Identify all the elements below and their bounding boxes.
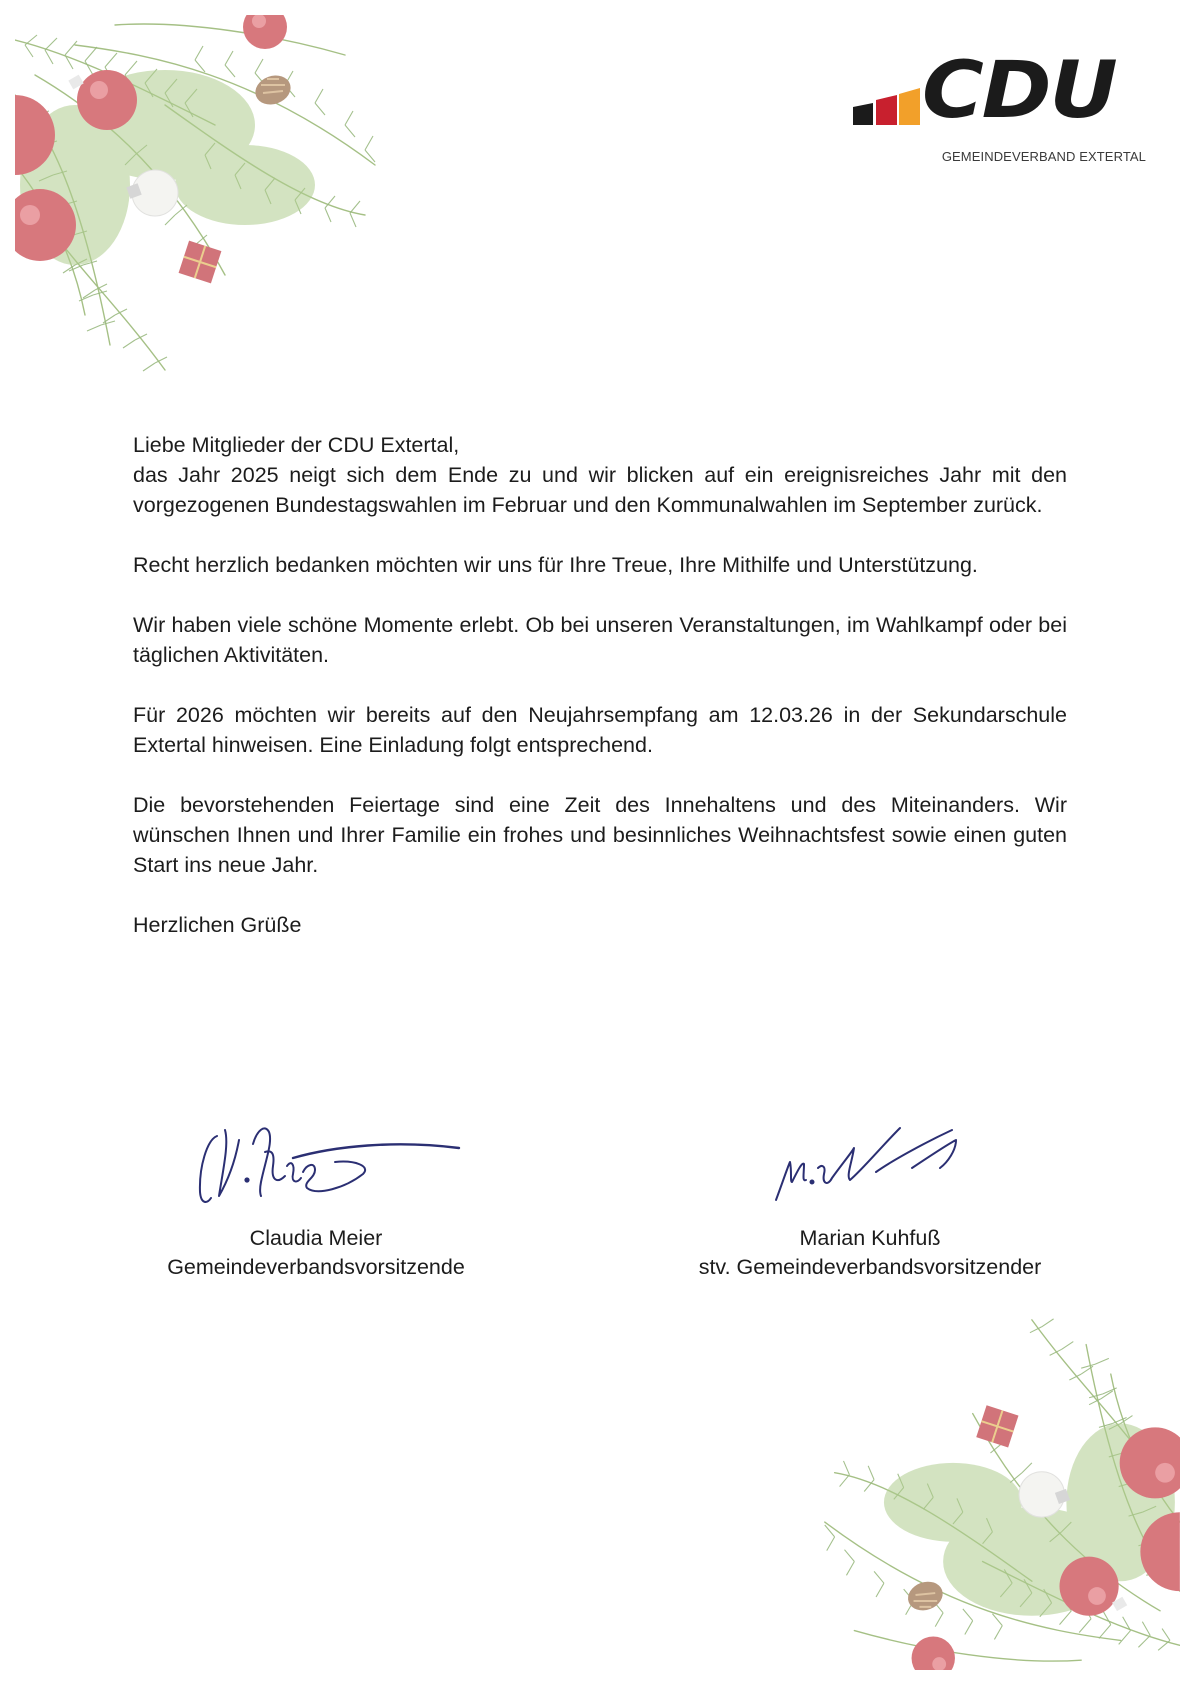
christmas-branch-decoration-bottom-right: [795, 1310, 1180, 1670]
signature-marian-kuhfuss: [772, 1122, 968, 1204]
signatory-left: [116, 1224, 516, 1282]
red-bauble-icon: [912, 1636, 955, 1670]
paragraph: Für 2026 möchten wir bereits auf den Neujahrsempfang am 12.03.26 in der Sekundarschule Extertal hinweisen. Eine Einladung folgt entsprechend.: [133, 703, 1067, 757]
signature-claudia-meier: [195, 1122, 463, 1206]
logo-subtitle: GEMEINDEVERBAND EXTERTAL: [941, 149, 1146, 164]
signatory-role: Gemeindeverbandsvorsitzende: [167, 1255, 465, 1279]
logo-bar-orange: [899, 88, 920, 125]
signatory-right: [670, 1224, 1070, 1282]
paragraph: Wir haben viele schöne Momente erlebt. Ob bei unseren Veranstaltungen, im Wahlkampf oder bei täglichen Aktivitäten.: [133, 613, 1067, 667]
gift-box-icon: [976, 1405, 1018, 1447]
salutation: Liebe Mitglieder der CDU Extertal,: [133, 433, 460, 457]
logo-bar-black: [853, 103, 873, 125]
christmas-branch-icon: [15, 15, 375, 371]
christmas-branch-decoration-top-left: [15, 15, 405, 380]
signatory-role: stv. Gemeindeverbandsvorsitzender: [698, 1255, 1042, 1279]
paragraph: das Jahr 2025 neigt sich dem Ende zu und wir blicken auf ein ereignisreiches Jahr mit den vorgezogenen Bundestagswahlen im Februar und den Kommunalwahlen im September zurück.: [133, 463, 1067, 517]
logo-bars-icon: [853, 88, 923, 125]
logo-bar-red: [876, 95, 897, 125]
red-bauble-icon: [243, 15, 287, 49]
gift-box-icon: [179, 241, 222, 284]
signatory-name: Claudia Meier: [249, 1226, 383, 1250]
white-bauble-icon: [1019, 1472, 1070, 1517]
logo-wordmark: CDU: [922, 46, 1116, 136]
closing: Herzlichen Grüße: [133, 913, 302, 937]
white-bauble-icon: [126, 170, 178, 216]
paragraph: Die bevorstehenden Feiertage sind eine Zeit des Innehaltens und des Miteinanders. Wir wünschen Ihnen und Ihrer Familie ein frohes und besinnliches Weihnachtsfest sowie einen guten Start ins neue Jahr.: [133, 793, 1067, 877]
paragraph: Recht herzlich bedanken möchten wir uns für Ihre Treue, Ihre Mithilfe und Unterstützung.: [133, 553, 978, 577]
cdu-logo: [850, 46, 1150, 178]
signatory-name: Marian Kuhfuß: [799, 1226, 941, 1250]
christmas-branch-icon: [825, 1319, 1180, 1670]
letter-body: [133, 430, 1067, 970]
